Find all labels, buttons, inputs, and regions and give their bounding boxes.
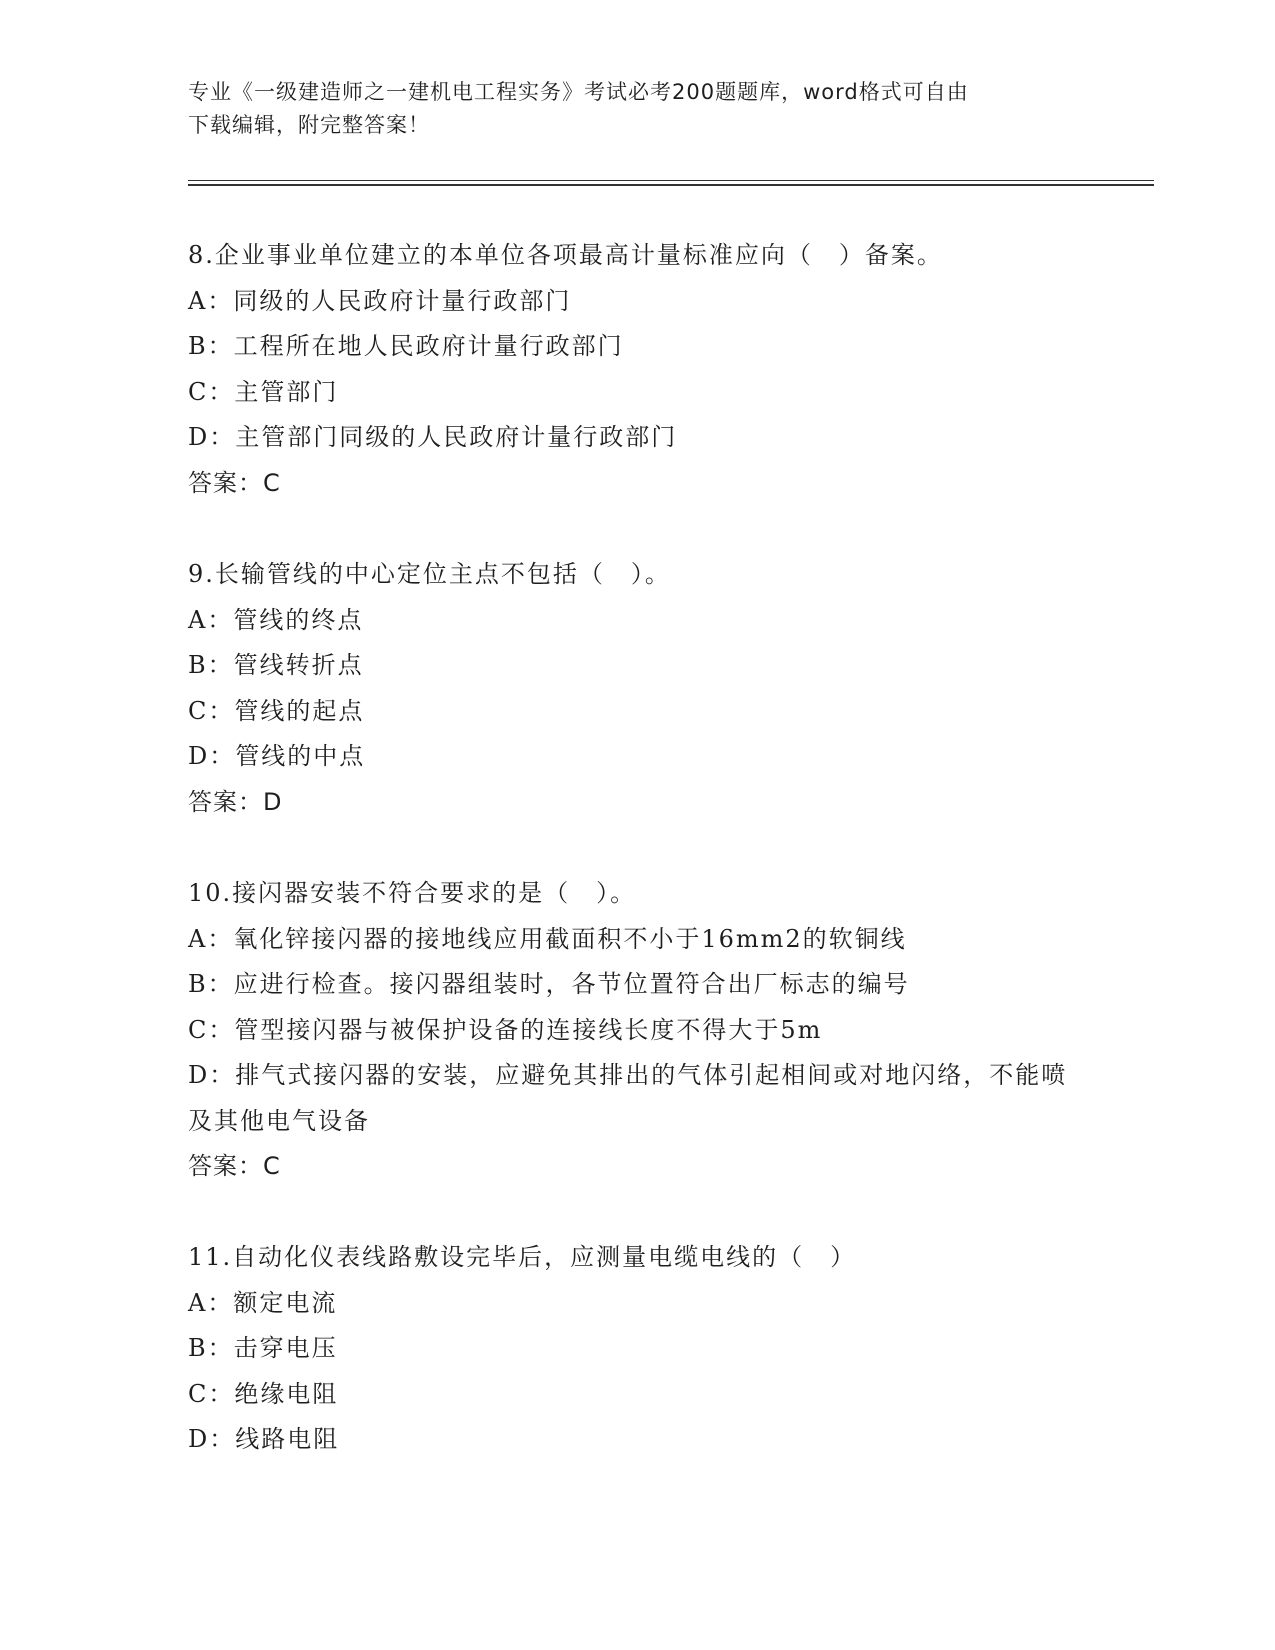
option-d: D：管线的中点 — [188, 742, 366, 770]
option-c: C：管型接闪器与被保护设备的连接线长度不得大于5m — [188, 1015, 823, 1044]
question-10 — [188, 871, 1088, 1190]
option-a: A：氧化锌接闪器的接地线应用截面积不小于16mm2的软铜线 — [188, 924, 907, 953]
header-divider-bottom — [188, 184, 1154, 186]
question-8 — [188, 233, 1088, 506]
question-stem: 11.自动化仪表线路敷设完毕后，应测量电缆电线的（ ） — [188, 1243, 857, 1271]
answer-line: 答案：C — [188, 468, 281, 497]
question-stem: 10.接闪器安装不符合要求的是（ ）。 — [188, 879, 637, 907]
option-a: A：管线的终点 — [188, 605, 364, 634]
option-a: A：同级的人民政府计量行政部门 — [188, 286, 572, 315]
option-d: D：主管部门同级的人民政府计量行政部门 — [188, 423, 678, 451]
question-11 — [188, 1235, 1088, 1463]
question-stem: 9.长输管线的中心定位主点不包括（ ）。 — [188, 560, 671, 588]
question-9 — [188, 552, 1088, 825]
option-c: C：主管部门 — [188, 377, 339, 406]
header-divider-top — [188, 180, 1154, 181]
option-c: C：管线的起点 — [188, 696, 365, 725]
answer-line: 答案：C — [188, 1152, 281, 1180]
option-d: D：排气式接闪器的安装，应避免其排出的气体引起相间或对地闪络，不能喷及其他电气设备 — [188, 1061, 1068, 1135]
option-b: B：管线转折点 — [188, 651, 364, 679]
option-b: B：击穿电压 — [188, 1334, 338, 1362]
option-d: D：线路电阻 — [188, 1425, 340, 1453]
document-header — [188, 76, 1088, 142]
header-line-2: 下载编辑，附完整答案！ — [188, 113, 430, 137]
option-c: C：绝缘电阻 — [188, 1379, 339, 1408]
option-b: B：工程所在地人民政府计量行政部门 — [188, 332, 624, 360]
answer-line: 答案：D — [188, 787, 283, 816]
option-b: B：应进行检查。接闪器组装时，各节位置符合出厂标志的编号 — [188, 970, 910, 998]
question-stem: 8.企业事业单位建立的本单位各项最高计量标准应向（ ）备案。 — [188, 241, 943, 269]
option-a: A：额定电流 — [188, 1288, 338, 1317]
header-line-1: 专业《一级建造师之一建机电工程实务》考试必考200题题库，word格式可自由 — [188, 80, 969, 104]
